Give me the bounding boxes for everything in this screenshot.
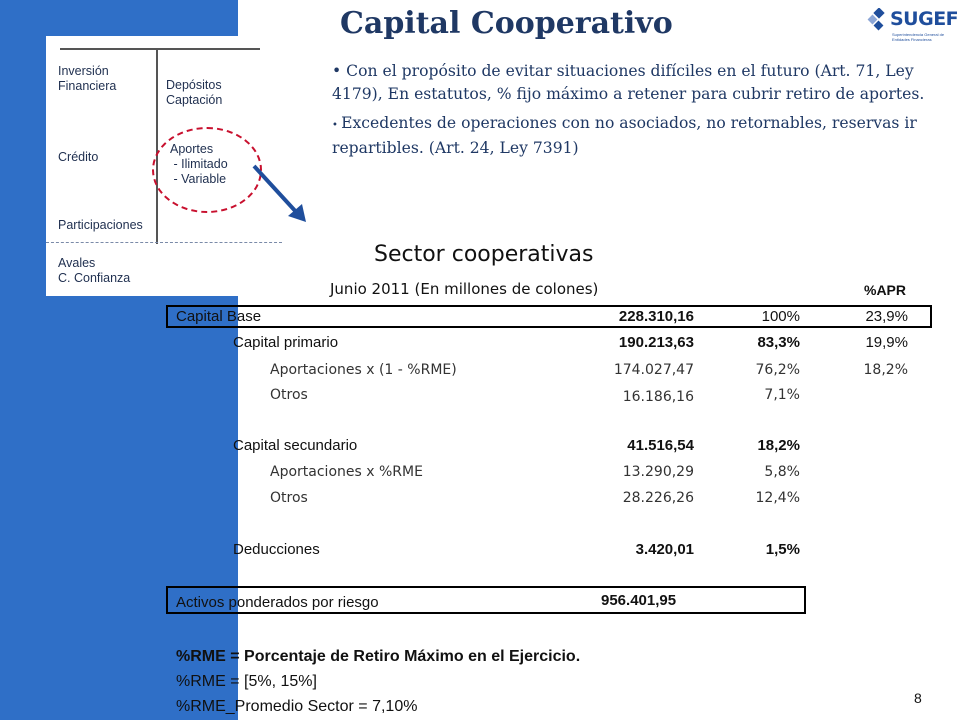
totals-right-rule: [804, 586, 806, 614]
slide-title: Capital Cooperativo: [340, 6, 673, 41]
bullet-item: • Excedentes de operaciones con no asociados, no retornables, reservas ir repartibles. (Art. 24, Ley 7391): [332, 114, 917, 157]
diagram-label-depositos: Depósitos Captación: [166, 78, 223, 107]
totals-top-rule: [166, 586, 806, 588]
bullet-text: Con el propósito de evitar situaciones difíciles en el futuro (Art. 71, Ley 4179), En estatutos, % fijo máximo a retener para cubrir retiro de aportes.: [332, 62, 925, 103]
table-row-label: Deducciones: [233, 541, 320, 558]
table-row-apr: 18,2%: [863, 362, 908, 378]
table-row-amount: 228.310,16: [618, 308, 694, 325]
left-accent-bar-lower: [0, 296, 46, 720]
table-row-amount: 190.213,63: [618, 334, 694, 351]
table-row-amount: 16.186,16: [622, 389, 694, 405]
table-header-underline: [166, 326, 932, 328]
table-title: Sector cooperativas: [374, 242, 594, 267]
table-row-amount: 3.420,01: [635, 541, 694, 558]
table-right-rule: [930, 305, 932, 327]
table-row-apr: 19,9%: [865, 334, 908, 351]
table-row-pct: 7,1%: [764, 387, 800, 403]
bullet-text: Excedentes de operaciones con no asociados, no retornables, reservas ir repartibles. (Art. 24, Ley 7391): [332, 114, 917, 157]
diagram-center-rule: [156, 48, 158, 244]
diagram-label-credito: Crédito: [58, 150, 99, 164]
totals-left-rule: [166, 586, 168, 614]
apr-column-header: %APR: [864, 282, 907, 298]
table-row-amount: 41.516,54: [627, 437, 694, 454]
table-row-label: Aportaciones x (1 - %RME): [270, 362, 457, 378]
table-row-label: Otros: [270, 387, 308, 403]
sugef-logo: [866, 6, 959, 46]
diagram-top-rule: [60, 48, 260, 50]
table-row-pct: 83,3%: [757, 334, 800, 351]
logo-wordmark: SUGEF: [890, 8, 959, 30]
table-row-pct: 12,4%: [755, 490, 800, 506]
table-row-pct: 76,2%: [755, 362, 800, 378]
table-left-rule: [166, 305, 168, 327]
notes-block: [176, 644, 580, 719]
table-top-rule: [166, 305, 932, 307]
pointer-arrow-icon: [250, 160, 312, 226]
table-row-amount: 174.027,47: [613, 362, 694, 378]
logo-subtitle: Superintendencia General de Entidades Financieras: [892, 32, 945, 42]
page-number: 8: [914, 690, 922, 706]
diagram-label-participaciones: Participaciones: [58, 218, 143, 232]
note-line: %RME = Porcentaje de Retiro Máximo en el Ejercicio.: [176, 648, 581, 665]
table-row-pct: 5,8%: [764, 464, 800, 480]
table-row-pct: 100%: [761, 308, 800, 325]
table-row-label: Capital Base: [176, 308, 262, 325]
bullet-list: [332, 60, 932, 160]
table-row-label: Activos ponderados por riesgo: [176, 594, 379, 611]
note-line: %RME = [5%, 15%]: [176, 673, 317, 690]
bullet-item: • Con el propósito de evitar situaciones difíciles en el futuro (Art. 71, Ley 4179), En estatutos, % fijo máximo a retener para cubrir retiro de aportes.: [332, 62, 925, 103]
table-row-apr: 23,9%: [865, 308, 908, 325]
diagram-label-aportes: Aportes - Ilimitado - Variable: [170, 142, 228, 186]
table-row-amount: 28.226,26: [622, 490, 694, 506]
note-line: %RME_Promedio Sector = 7,10%: [176, 698, 418, 715]
table-row-label: Otros: [270, 490, 308, 506]
diagram-dashed-divider: [46, 242, 282, 243]
diagram-label-avales: Avales C. Confianza: [58, 256, 131, 285]
balance-diagram: [46, 36, 282, 296]
table-row-pct: 18,2%: [757, 437, 800, 454]
table-row-amount: 13.290,29: [622, 464, 694, 480]
table-row-label: Capital primario: [233, 334, 339, 351]
diagram-label-inversion: Inversión Financiera: [58, 64, 117, 93]
table-row-pct: 1,5%: [765, 541, 800, 558]
totals-bottom-rule: [166, 612, 806, 614]
table-row-amount: 956.401,95: [601, 592, 677, 609]
table-subtitle: Junio 2011 (En millones de colones): [330, 280, 599, 298]
table-row-label: Aportaciones x %RME: [270, 464, 423, 480]
table-row-label: Capital secundario: [233, 437, 358, 454]
